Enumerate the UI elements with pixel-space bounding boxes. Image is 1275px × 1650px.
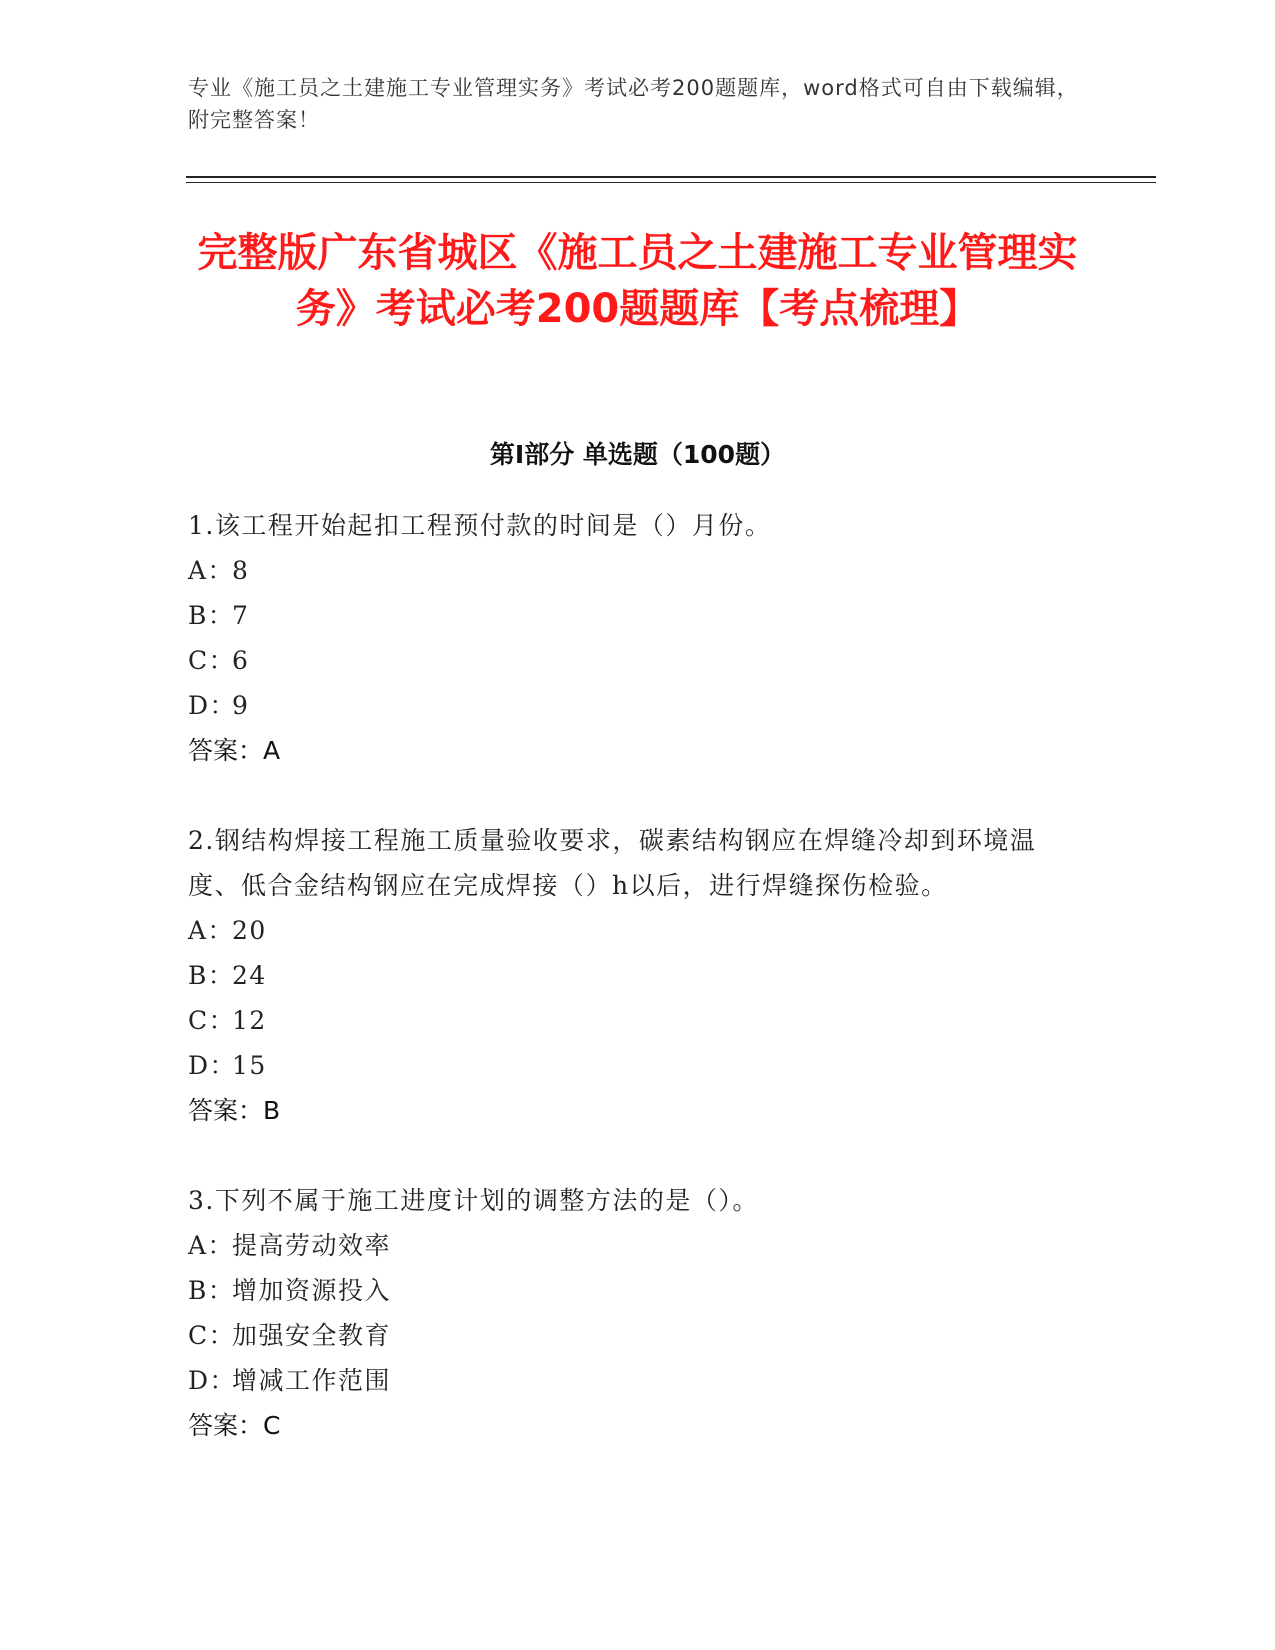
header-divider-thick: [186, 176, 1156, 178]
option-text: 24: [232, 961, 267, 990]
question-stem: 2.钢结构焊接工程施工质量验收要求，碳素结构钢应在焊缝冷却到环境温度、低合金结构钢应在完成焊接（）h以后，进行焊缝探伤检验。: [188, 826, 1037, 900]
option-b: [188, 1268, 1088, 1313]
answer-line: 答案：A: [188, 736, 281, 765]
option-letter: B：: [188, 961, 235, 990]
option-text: 15: [232, 1051, 267, 1080]
option-text: 提高劳动效率: [232, 1231, 392, 1260]
option-letter: C：: [188, 1321, 236, 1350]
option-text: 增减工作范围: [232, 1366, 392, 1395]
option-text: 12: [232, 1006, 267, 1035]
option-c: [188, 1313, 1088, 1358]
answer-line: 答案：C: [188, 1411, 281, 1440]
option-a: [188, 908, 1088, 953]
option-text: 加强安全教育: [232, 1321, 392, 1350]
option-d: [188, 683, 1088, 728]
option-text: 20: [232, 916, 267, 945]
option-d: [188, 1043, 1088, 1088]
option-letter: B：: [188, 601, 235, 630]
option-letter: D：: [188, 1051, 237, 1080]
option-text: 增加资源投入: [232, 1276, 392, 1305]
document-title: 完整版广东省城区《施工员之土建施工专业管理实务》考试必考200题题库【考点梳理】: [197, 230, 1078, 332]
answer-line: 答案：B: [188, 1096, 281, 1125]
question-3: [188, 1178, 1088, 1448]
option-letter: A：: [188, 556, 235, 585]
option-text: 9: [232, 691, 250, 720]
option-letter: A：: [188, 1231, 235, 1260]
option-letter: D：: [188, 691, 237, 720]
header-note: 专业《施工员之土建施工专业管理实务》考试必考200题题库，word格式可自由下载编辑，附完整答案！: [188, 76, 1079, 132]
option-text: 6: [232, 646, 250, 675]
option-b: [188, 593, 1088, 638]
section-heading: 第I部分 单选题（100题）: [489, 440, 786, 469]
option-a: [188, 1223, 1088, 1268]
option-a: [188, 548, 1088, 593]
option-c: [188, 638, 1088, 683]
question-stem: 3.下列不属于施工进度计划的调整方法的是（）。: [188, 1186, 759, 1215]
question-stem: 1.该工程开始起扣工程预付款的时间是（）月份。: [188, 511, 772, 540]
option-text: 7: [232, 601, 250, 630]
question-1: [188, 503, 1088, 773]
option-letter: C：: [188, 1006, 236, 1035]
option-text: 8: [232, 556, 250, 585]
option-letter: B：: [188, 1276, 235, 1305]
option-letter: D：: [188, 1366, 237, 1395]
header-divider-thin: [186, 182, 1156, 183]
option-letter: A：: [188, 916, 235, 945]
option-c: [188, 998, 1088, 1043]
option-b: [188, 953, 1088, 998]
option-letter: C：: [188, 646, 236, 675]
option-d: [188, 1358, 1088, 1403]
question-2: [188, 818, 1088, 1133]
